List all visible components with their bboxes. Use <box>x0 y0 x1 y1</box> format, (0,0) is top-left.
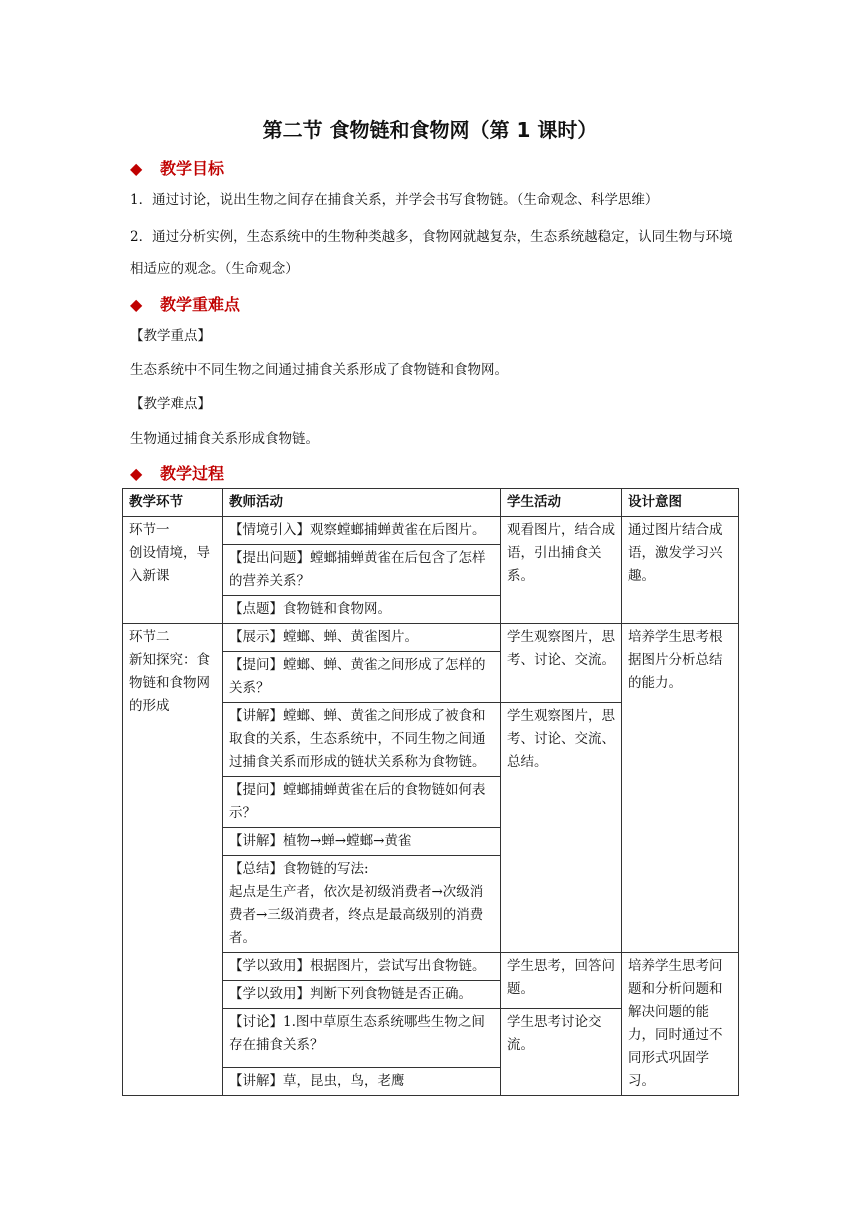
stage-2: 环节二 新知探究：食物链和食物网的形成 <box>123 624 223 953</box>
teacher-activity: 【情境引入】观察螳螂捕蝉黄雀在后图片。 <box>223 517 501 545</box>
section-heading-keypoints <box>130 292 240 315</box>
page-title: 第二节 食物链和食物网（第 1 课时） <box>262 118 598 142</box>
key-label: 【教学重点】 <box>130 328 211 344</box>
teacher-activity: 【讲解】螳螂、蝉、黄雀之间形成了被食和取食的关系，生态系统中，不同生物之间通过捕食关系而形成的链状关系称为食物链。 <box>223 703 501 777</box>
teacher-activity: 【提问】螳螂、蝉、黄雀之间形成了怎样的关系？ <box>223 652 501 703</box>
key-text: 生态系统中不同生物之间通过捕食关系形成了食物链和食物网。 <box>130 362 508 378</box>
diamond-bullet-icon: ◆ <box>130 159 143 178</box>
section-label: 教学重难点 <box>160 295 241 314</box>
student-activity: 观看图片，结合成语，引出捕食关系。 <box>501 517 622 624</box>
table-row <box>123 624 739 652</box>
diamond-bullet-icon: ◆ <box>130 464 143 483</box>
header-intent: 设计意图 <box>622 489 739 517</box>
teacher-activity: 【点题】食物链和食物网。 <box>223 596 501 624</box>
teacher-activity: 【展示】螳螂、蝉、黄雀图片。 <box>223 624 501 652</box>
table-row <box>123 517 739 545</box>
teacher-activity: 【学以致用】判断下列食物链是否正确。 <box>223 981 501 1009</box>
student-activity: 学生思考讨论交流。 <box>501 1009 622 1096</box>
teacher-activity: 【讲解】草，昆虫，鸟，老鹰 <box>223 1068 501 1096</box>
difficult-label: 【教学难点】 <box>130 396 211 412</box>
section-label: 教学目标 <box>160 159 225 178</box>
student-activity: 学生观察图片，思考、讨论、交流。 <box>501 624 622 703</box>
stage-2-continued <box>123 953 223 1096</box>
design-intent: 培养学生思考问题和分析问题和解决问题的能力，同时通过不同形式巩固学习。 <box>622 953 739 1096</box>
header-teacher: 教师活动 <box>223 489 501 517</box>
table-header-row <box>123 489 739 517</box>
diamond-bullet-icon: ◆ <box>130 295 143 314</box>
student-activity: 学生思考，回答问题。 <box>501 953 622 1009</box>
header-student: 学生活动 <box>501 489 622 517</box>
process-table <box>122 488 739 1096</box>
stage-1: 环节一 创设情境，导入新课 <box>123 517 223 624</box>
design-intent: 通过图片结合成语，激发学习兴趣。 <box>622 517 739 624</box>
teacher-activity: 【讲解】植物→蝉→螳螂→黄雀 <box>223 828 501 856</box>
teacher-activity: 【学以致用】根据图片，尝试写出食物链。 <box>223 953 501 981</box>
goal-1: 1．通过讨论，说出生物之间存在捕食关系，并学会书写食物链。（生命观念、科学思维） <box>130 192 659 208</box>
section-label: 教学过程 <box>160 464 225 483</box>
student-activity: 学生观察图片，思考、讨论、交流、总结。 <box>501 703 622 953</box>
section-heading-goals <box>130 156 224 179</box>
table-row <box>123 953 739 981</box>
goal-2: 2．通过分析实例，生态系统中的生物种类越多，食物网就越复杂，生态系统越稳定，认同生物与环境相适应的观念。（生命观念） <box>130 229 733 277</box>
difficult-text: 生物通过捕食关系形成食物链。 <box>130 431 319 447</box>
teacher-activity: 【总结】食物链的写法: 起点是生产者，依次是初级消费者→次级消费者→三级消费者，终点是最高级别的消费者。 <box>223 856 501 953</box>
teacher-activity: 【提出问题】螳螂捕蝉黄雀在后包含了怎样的营养关系？ <box>223 545 501 596</box>
teacher-activity: 【讨论】1.图中草原生态系统哪些生物之间存在捕食关系？ <box>223 1009 501 1068</box>
section-heading-process <box>130 461 224 484</box>
header-stage: 教学环节 <box>123 489 223 517</box>
teacher-activity: 【提问】螳螂捕蝉黄雀在后的食物链如何表示？ <box>223 777 501 828</box>
design-intent: 培养学生思考根据图片分析总结的能力。 <box>622 624 739 953</box>
